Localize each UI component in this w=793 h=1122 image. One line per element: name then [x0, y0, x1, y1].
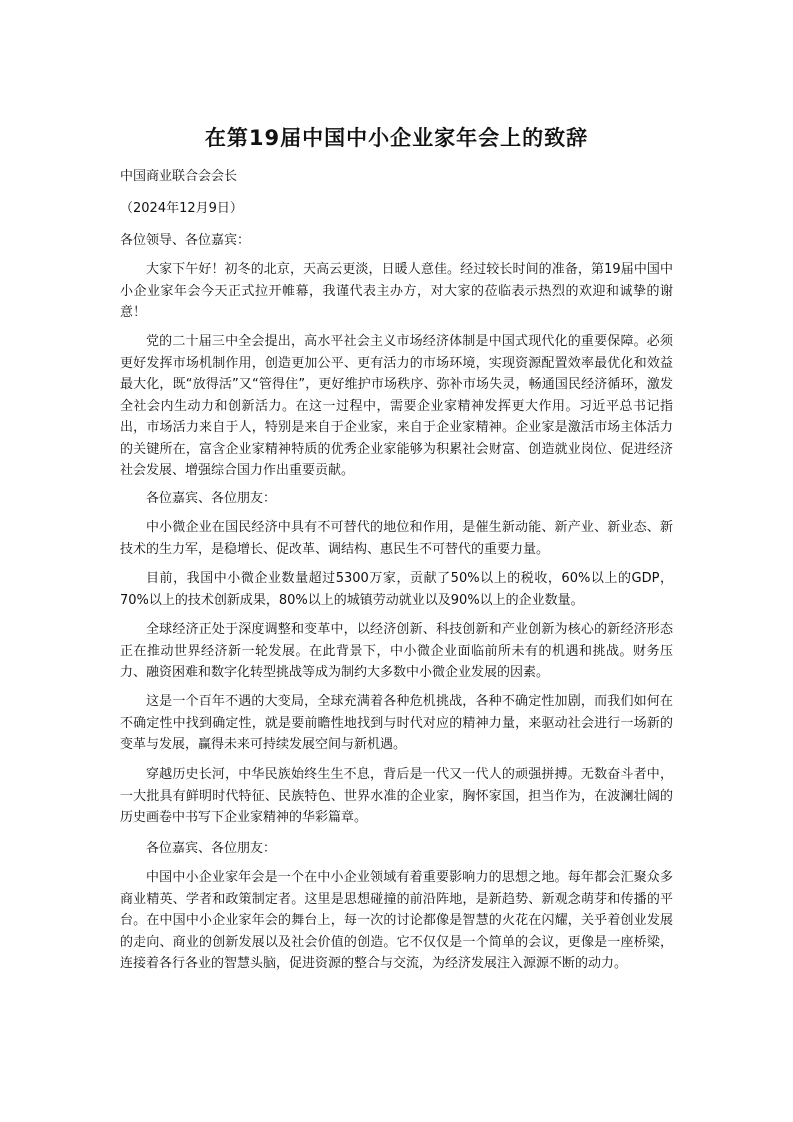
- greeting-guests-friends-2: 各位嘉宾、各位朋友：: [146, 841, 277, 856]
- author-title: 中国商业联合会会长: [120, 169, 238, 184]
- page-title: 在第19届中国中小企业家年会上的致辞: [204, 126, 589, 150]
- paragraph-market-system: 党的二十届三中全会提出，高水平社会主义市场经济体制是中国式现代化的重要保障。必须更好发挥市场机制作用，创造更加公平、更有活力的市场环境，实现资源配置效率最优化和效益最大化，既“放得活”又“管得住”，更好维护市场秩序、弥补市场失灵，畅通国民经济循环，激发全社会内生动力和创新活力。在这一过程中，需要企业家精神发挥更大作用。习近平总书记指出，市场活力来自于人，特别是来自于企业家，来自于企业家精神。企业家是激活市场主体活力的关键所在，富含企业家精神特质的优秀企业家能够为积累社会财富、创造就业岗位、促进经济社会发展、增强综合国力作出重要贡献。: [120, 334, 673, 478]
- paragraph-opening: 大家下午好！初冬的北京，天高云更淡，日暖人意佳。经过较长时间的准备，第19届中国中小企业家年会今天正式拉开帷幕，我谨代表主办方，对大家的莅临表示热烈的欢迎和诚挚的谢意！: [120, 262, 673, 320]
- paragraph-global-economy: 全球经济正处于深度调整和变革中，以经济创新、科技创新和产业创新为核心的新经济形态正在推动世界经济新一轮发展。在此背景下，中小微企业面临前所未有的机遇和挑战。财务压力、融资困难和数字化转型挑战等成为制约大多数中小微企业发展的因素。: [120, 622, 673, 680]
- paragraph-history: 穿越历史长河，中华民族始终生生不息，背后是一代又一代人的顽强拼搏。无数奋斗者中，一大批具有鲜明时代特征、民族特色、世界水准的企业家，胸怀家国，担当作为，在波澜壮阔的历史画卷中书写下企业家精神的华彩篇章。: [120, 767, 673, 825]
- salutation: 各位领导、各位嘉宾：: [120, 233, 251, 248]
- paragraph-great-change: 这是一个百年不遇的大变局，全球充满着各种危机挑战，各种不确定性加剧，而我们如何在不确定性中找到确定性，就是要前瞻性地找到与时代对应的精神力量，来驱动社会进行一场新的变革与发展，赢得未来可持续发展空间与新机遇。: [120, 694, 673, 752]
- paragraph-sme-statistics: 目前，我国中小微企业数量超过5300万家，贡献了50%以上的税收，60%以上的GDP，70%以上的技术创新成果，80%以上的城镇劳动就业以及90%以上的企业数量。: [120, 571, 673, 608]
- paragraph-annual-meeting: 中国中小企业家年会是一个在中小企业领域有着重要影响力的思想之地。每年都会汇聚众多商业精英、学者和政策制定者。这里是思想碰撞的前沿阵地，是新趋势、新观念萌芽和传播的平台。在中国中小企业家年会的舞台上，每一次的讨论都像是智慧的火花在闪耀，关乎着创业发展的走向、商业的创新发展以及社会价值的创造。它不仅仅是一个简单的会议，更像是一座桥梁，连接着各行各业的智慧头脑，促进资源的整合与交流，为经济发展注入源源不断的动力。: [120, 870, 673, 971]
- greeting-guests-friends: 各位嘉宾、各位朋友：: [146, 491, 277, 506]
- paragraph-sme-role: 中小微企业在国民经济中具有不可替代的地位和作用，是催生新动能、新产业、新业态、新技术的生力军，是稳增长、促改革、调结构、惠民生不可替代的重要力量。: [120, 520, 673, 557]
- speech-date: （2024年12月9日）: [120, 201, 243, 216]
